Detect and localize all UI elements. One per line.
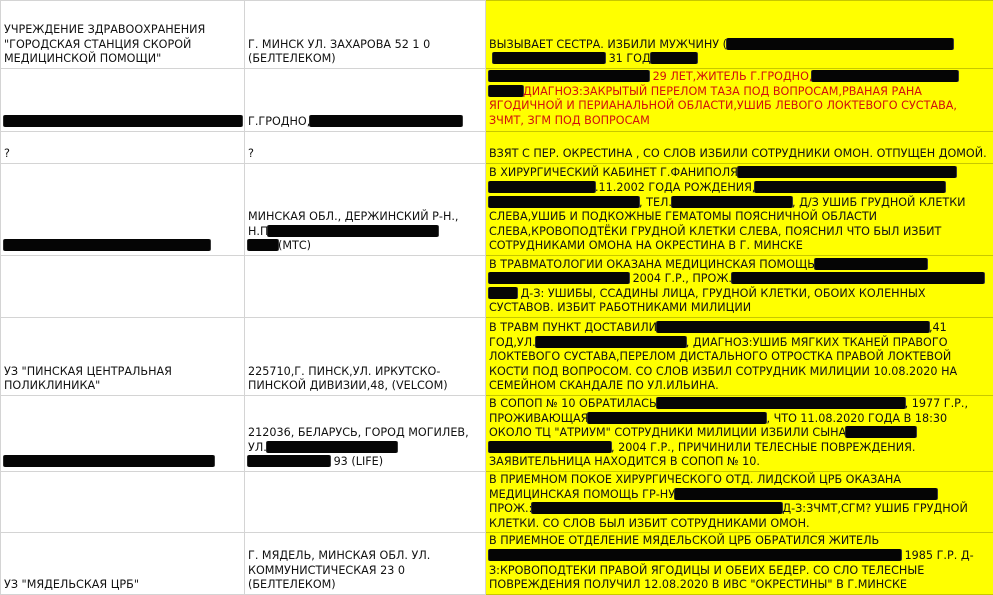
redaction-block [489,196,639,208]
redaction-block [489,441,611,453]
description-cell[interactable] [486,256,993,318]
redaction-block [4,455,214,467]
redaction-block [489,70,649,82]
redaction-block [651,52,697,64]
redaction-block [4,239,210,251]
redaction-block [267,441,397,453]
institution-text: УЗ "ПИНСКАЯ ЦЕНТРАЛЬНАЯ ПОЛИКЛИНИКА" [4,365,172,393]
address-text: ? [248,147,254,160]
redaction-block [815,258,927,270]
table-row [1,533,993,594]
redaction-block [738,166,956,178]
description-text: , ДИАГНОЗ:УШИБ МЯГКИХ ТКАНЕЙ ПРАВОГО ЛОКТЕВОГО СУСТАВА,ПЕРЕЛОМ ДИСТАЛЬНОГО ОТРОСТКА ПРАВОЙ ЛОКТЕВОЙ КОСТИ ПОД ВОПРОСОМ. СО СЛОВ ИЗБИЛ СОТРУДНИК МИЛИЦИИ 10.08.2020 НА СЕМЕЙНОМ СКАНДАЛЕ ПО УЛ.ИЛЬИНА. [489,336,957,393]
redaction-block [755,181,945,193]
description-text: 29 ЛЕТ,ЖИТЕЛЬ Г.ГРОДНО, [653,70,813,83]
table-row [1,318,993,396]
redaction-block [672,196,792,208]
description-text: Д-З: УШИБЫ, ССАДИНЫ ЛИЦА, ГРУДНОЙ КЛЕТКИ, ОБОИХ КОЛЕННЫХ СУСТАВОВ. ИЗБИТ РАБОТНИКАМИ МИЛИЦИИ [489,287,926,315]
description-cell[interactable] [486,1,993,69]
description-text: 31 ГОД [609,52,651,65]
address-cell[interactable] [245,533,486,594]
redaction-block [732,272,984,284]
description-text: 2004 Г.Р., ПРОЖ. [633,272,732,285]
description-text: ДИАГНОЗ:ЗАКРЫТЫЙ ПЕРЕЛОМ ТАЗА ПОД ВОПРОСАМ,РВАНАЯ РАНА ЯГОДИЧНОЙ И ПЕРИАНАЛЬНОЙ ОБЛАСТИ,УШИБ ЛЕВОГО ЛОКТЕВОГО СУСТАВА, ЗЧМТ, ЗГМ ПОД ВОПРОСАМ [489,85,957,127]
description-text: ВЗЯТ С ПЕР. ОКРЕСТИНА , СО СЛОВ ИЗБИЛИ СОТРУДНИКИ ОМОН. ОТПУЩЕН ДОМОЙ. [489,147,987,160]
institution-cell[interactable] [1,256,245,318]
address-text: (МТС) [278,239,311,252]
institution-cell[interactable] [1,1,245,69]
description-text: ,41 ГОД,УЛ. [489,321,947,349]
redaction-block [493,52,605,64]
redaction-block [727,38,953,50]
description-text: В ХИРУРГИЧЕСКИЙ КАБИНЕТ Г.ФАНИПОЛЯ [489,166,738,179]
redaction-block [812,70,958,82]
table-row [1,132,993,164]
institution-cell[interactable] [1,471,245,532]
address-text: Г.ГРОДНО, [248,115,310,128]
description-cell[interactable] [486,396,993,472]
redaction-block [489,181,595,193]
redaction-block [588,412,766,424]
institution-cell[interactable] [1,318,245,396]
description-text: , 1977 Г.Р., ПРОЖИВАЮЩАЯ [489,397,968,425]
description-cell[interactable] [486,471,993,532]
redaction-block [268,225,438,237]
description-cell[interactable] [486,318,993,396]
description-text: , Д/З УШИБ ГРУДНОЙ КЛЕТКИ СЛЕВА,УШИБ И ПОДКОЖНЫЕ ГЕМАТОМЫ ПОЯСНИЧНОЙ ОБЛАСТИ СЛЕВА,КРОВОПОДТЁКИ ГРУДНОЙ КЛЕТКИ СЛЕВА, ПОЯСНИЛ ЧТО БЫЛ ИЗБИТ СОТРУДНИКАМИ ОМОНА НА ОКРЕСТИНА В Г. МИНСКЕ [489,196,966,253]
description-text: В ПРИЕМНОМ ПОКОЕ ХИРУРГИЧЕСКОГО ОТД. ЛИДСКОЙ ЦРБ ОКАЗАНА МЕДИЦИНСКАЯ ПОМОЩЬ ГР-НУ [489,473,901,501]
table-row [1,396,993,472]
institution-cell[interactable] [1,396,245,472]
address-text: Г. МИНСК УЛ. ЗАХАРОВА 52 1 0 (БЕЛТЕЛЕКОМ) [248,38,430,66]
description-cell[interactable] [486,533,993,594]
description-text: В ПРИЕМНОЕ ОТДЕЛЕНИЕ МЯДЕЛЬСКОЙ ЦРБ ОБРАТИЛСЯ ЖИТЕЛЬ [489,534,879,547]
description-text: ВЫЗЫВАЕТ СЕСТРА. ИЗБИЛИ МУЖЧИНУ ( [489,38,727,51]
redaction-block [248,455,330,467]
table-row [1,471,993,532]
redaction-block [536,336,686,348]
redaction-block [532,502,782,514]
redaction-block [248,239,278,251]
address-cell[interactable] [245,318,486,396]
institution-cell[interactable] [1,69,245,132]
redaction-block [4,115,242,127]
address-cell[interactable] [245,256,486,318]
table-row [1,164,993,256]
table-row [1,1,993,69]
address-text: МИНСКАЯ ОБЛ., ДЕРЖИНСКИЙ Р-Н., Н.П [248,210,458,238]
institution-cell[interactable] [1,132,245,164]
address-cell[interactable] [245,69,486,132]
description-text: 1985 Г.Р. Д-З:КРОВОПОДТЕКИ ПРАВОЙ ЯГОДИЦЫ И ОБЕИХ БЕДЕР. СО СЛО ТЕЛЕСНЫЕ ПОВРЕЖДЕНИЯ ПОЛУЧИЛ 12.08.2020 В ИВС "ОКРЕСТИНЫ" В Г.МИНСКЕ [489,549,974,591]
address-cell[interactable] [245,164,486,256]
address-cell[interactable] [245,1,486,69]
address-text: 212036, БЕЛАРУСЬ, ГОРОД МОГИЛЕВ, УЛ. [248,426,469,454]
description-text: В ТРАВМАТОЛОГИИ ОКАЗАНА МЕДИЦИНСКАЯ ПОМОЩЬ [489,258,815,271]
address-cell[interactable] [245,471,486,532]
table-row [1,256,993,318]
redaction-block [657,321,929,333]
institution-text: УЗ "МЯДЕЛЬСКАЯ ЦРБ" [4,578,139,591]
redaction-block [675,488,937,500]
redaction-block [489,287,517,299]
description-cell[interactable] [486,132,993,164]
description-text: В ТРАВМ ПУНКТ ДОСТАВИЛИ [489,321,657,334]
description-text: ПРОЖ.: [489,502,532,515]
description-text: , ТЕЛ. [639,196,672,209]
institution-cell[interactable] [1,164,245,256]
description-text: .11.2002 ГОДА РОЖДЕНИЯ, [595,181,755,194]
description-cell[interactable] [486,69,993,132]
institution-text: ? [4,147,10,160]
address-cell[interactable] [245,132,486,164]
institution-text: УЧРЕЖДЕНИЕ ЗДРАВООХРАНЕНИЯ "ГОРОДСКАЯ СТАНЦИЯ СКОРОЙ МЕДИЦИНСКОЙ ПОМОЩИ" [4,23,205,65]
address-text: Г. МЯДЕЛЬ, МИНСКАЯ ОБЛ. УЛ. КОММУНИСТИЧЕСКАЯ 23 0 (БЕЛТЕЛЕКОМ) [248,549,430,591]
description-text: В СОПОП № 10 ОБРАТИЛАСЬ [489,397,657,410]
redaction-block [310,115,462,127]
redaction-block [846,426,916,438]
description-text: , 2004 Г.Р., ПРИЧИНИЛИ ТЕЛЕСНЫЕ ПОВРЕЖДЕНИЯ. ЗАЯВИТЕЛЬНИЦА НАХОДИТСЯ В СОПОП № 10. [489,441,915,469]
institution-cell[interactable] [1,533,245,594]
description-text: Д-З:ЗЧМТ,СГМ? УШИБ ГРУДНОЙ КЛЕТКИ. СО СЛОВ БЫЛ ИЗБИТ СОТРУДНИКАМИ ОМОН. [489,502,968,530]
address-text: 93 (LIFE) [334,455,384,468]
redaction-block [489,272,629,284]
description-cell[interactable] [486,164,993,256]
address-text: 225710,Г. ПИНСК,УЛ. ИРКУТСКО-ПИНСКОЙ ДИВИЗИИ,48, (VELCOM) [248,365,448,393]
table-row [1,69,993,132]
redaction-block [489,85,523,97]
redaction-block [489,549,901,561]
description-text: , ЧТО 11.08.2020 ГОДА В 18:30 ОКОЛО ТЦ "АТРИУМ" СОТРУДНИКИ МИЛИЦИИ ИЗБИЛИ СЫНА [489,412,947,440]
address-cell[interactable] [245,396,486,472]
redaction-block [657,397,905,409]
